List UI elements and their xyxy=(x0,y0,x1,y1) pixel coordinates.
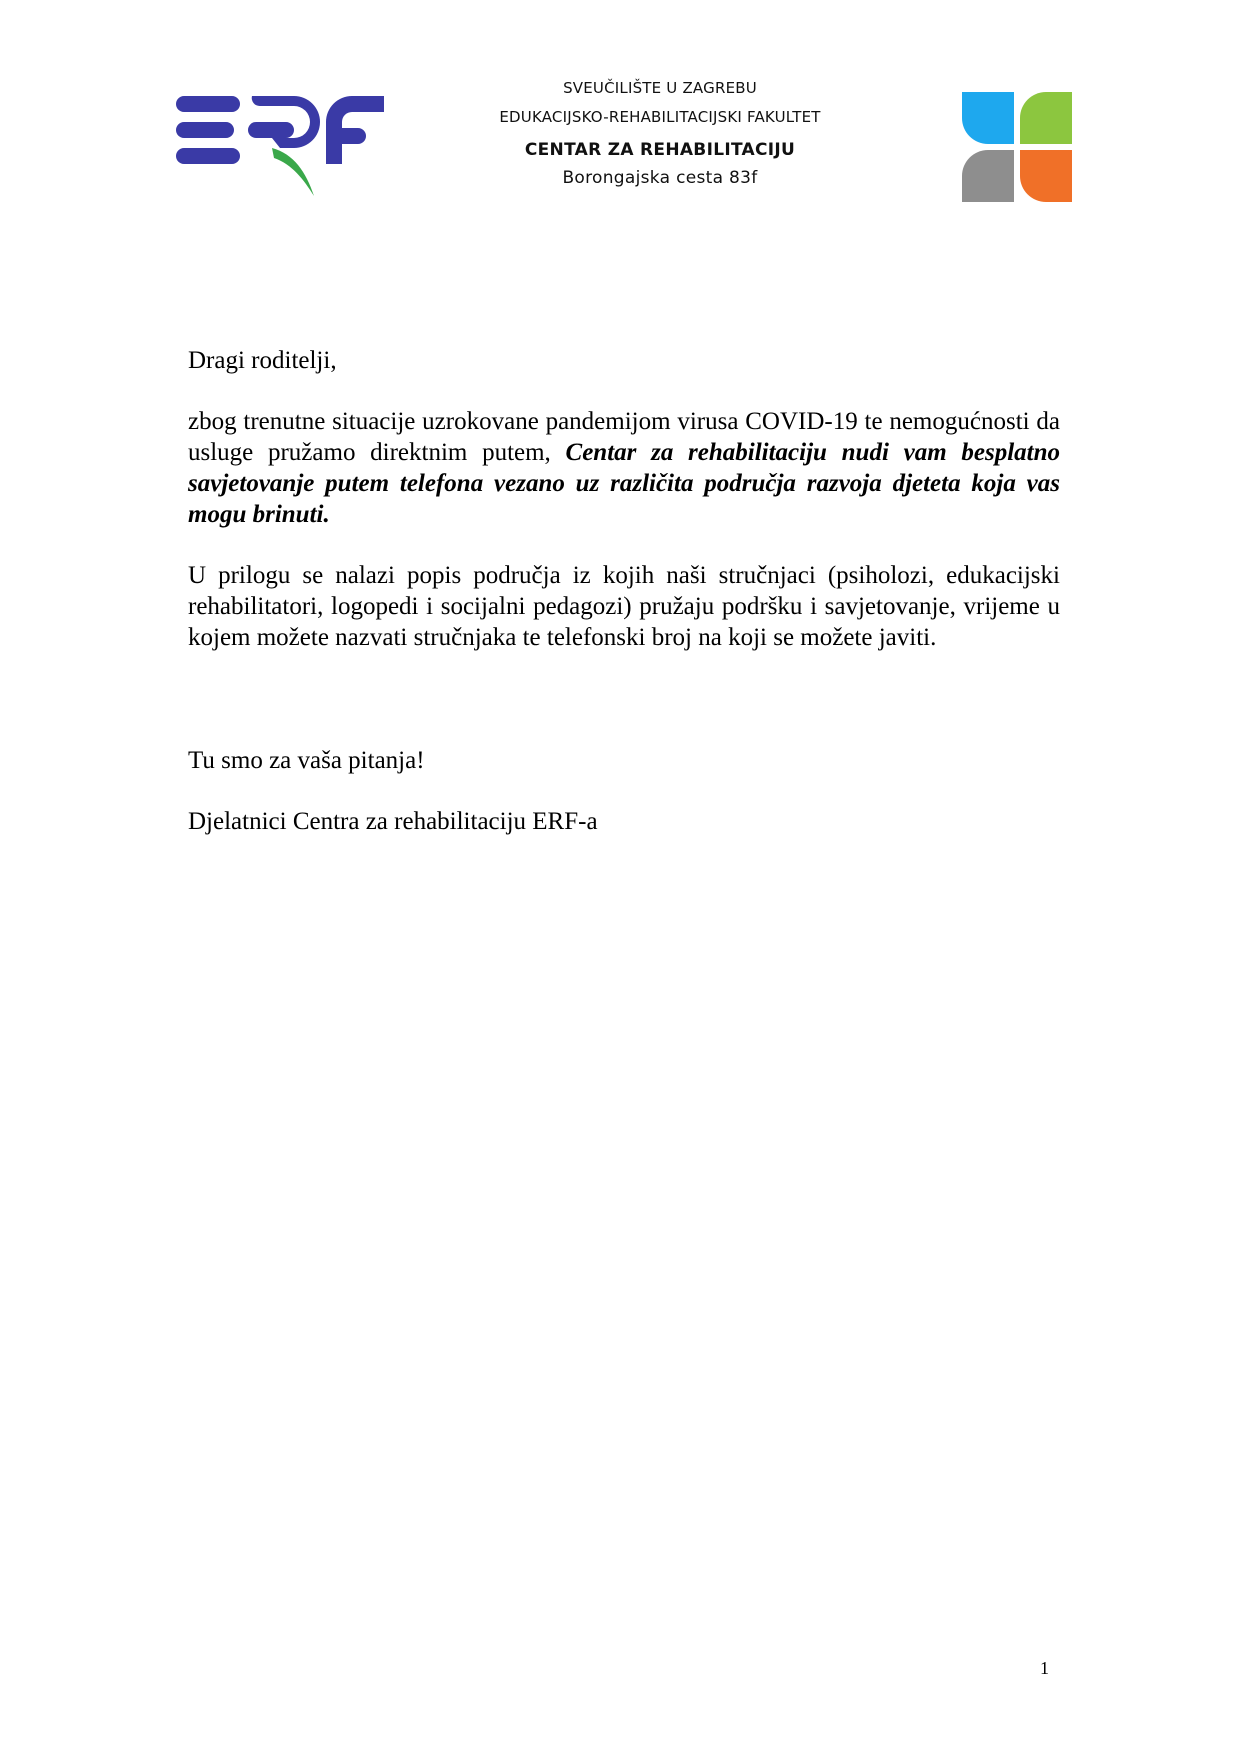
letter-paragraph-2: U prilogu se nalazi popis područja iz kojih naši stručnjaci (psiholozi, edukacijski rehabilitatori, logopedi i socijalni pedagozi) pružaju podršku i savjetovanje, vrijeme u kojem možete nazvati stručnjaka te telefonski broj na koji se možete javiti. xyxy=(188,562,1060,651)
institution-header xyxy=(430,78,890,189)
letter-paragraph-1 xyxy=(188,406,1060,530)
center-logo xyxy=(962,92,1072,202)
letter-greeting: Dragi roditelji, xyxy=(188,347,337,374)
paragraph-1-text: zbog trenutne situacije uzrokovane pandemijom virusa COVID-19 te nemogućnosti da usluge pružamo direktnim putem, xyxy=(188,408,1060,466)
paragraph-1-emphasis-cont: vezano uz različita područja razvoja djeteta koja vas mogu brinuti. xyxy=(188,470,1060,528)
letter-signature: Djelatnici Centra za rehabilitaciju ERF-a xyxy=(188,808,598,835)
letter-body xyxy=(188,345,1060,837)
letter-closing: Tu smo za vaša pitanja! xyxy=(188,747,425,774)
center-name: CENTAR ZA REHABILITACIJU xyxy=(524,140,796,160)
page-number: 1 xyxy=(1040,1658,1049,1678)
faculty-name: EDUKACIJSKO-REHABILITACIJSKI FAKULTET xyxy=(499,108,821,126)
university-name: SVEUČILIŠTE U ZAGREBU xyxy=(563,79,757,97)
paragraph-1-emphasis: Centar za rehabilitaciju nudi vam besplatno savjetovanje putem telefona xyxy=(188,439,1060,497)
center-address: Borongajska cesta 83f xyxy=(562,168,758,188)
erf-logo xyxy=(176,92,386,204)
